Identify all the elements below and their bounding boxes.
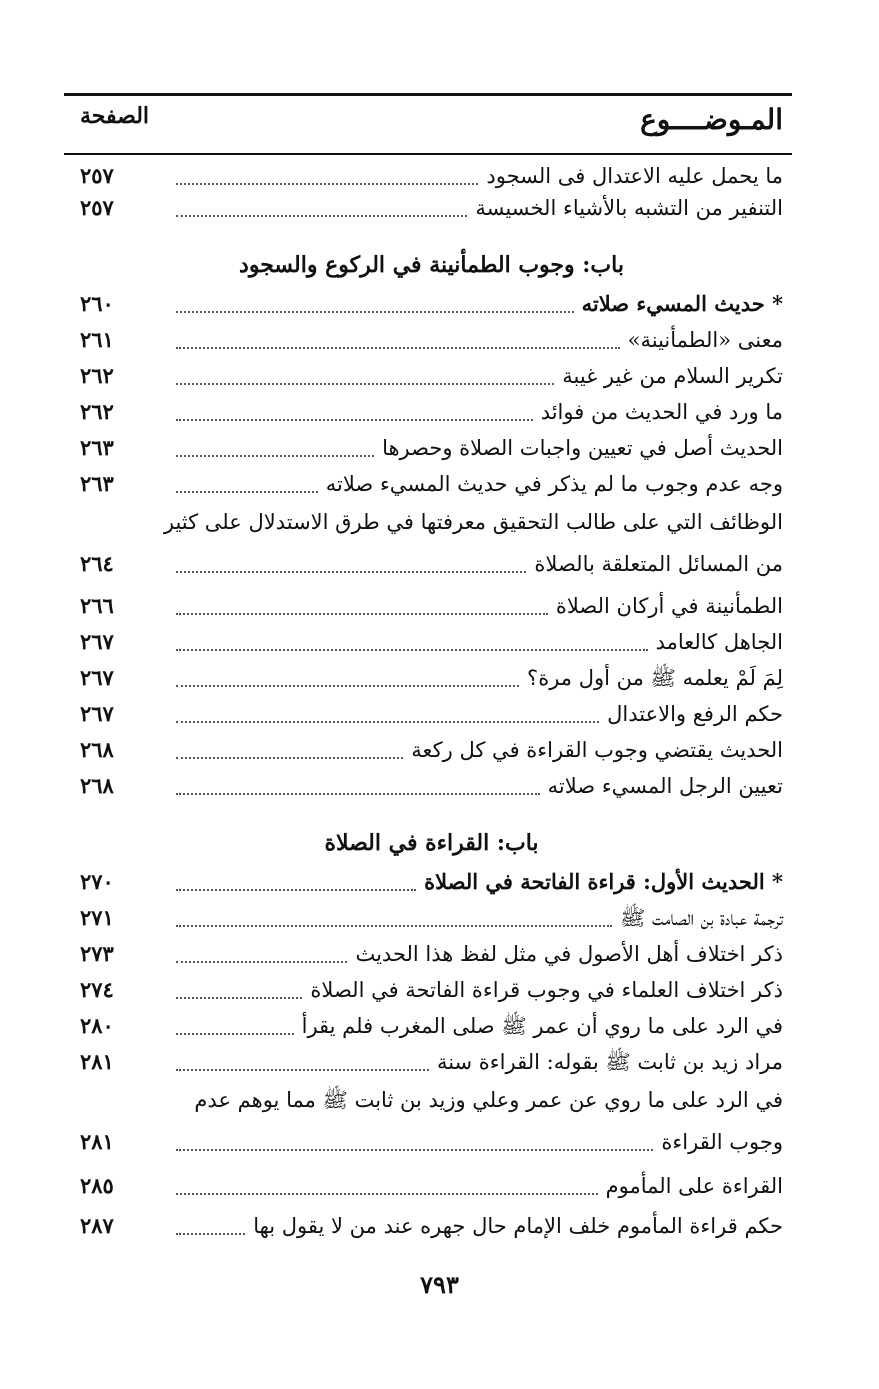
toc-page-number: ٢٦٧ bbox=[80, 665, 114, 690]
leader-dots bbox=[176, 1233, 245, 1235]
toc-page-number: ٢٥٧ bbox=[80, 195, 114, 220]
section-heading: باب: وجوب الطمأنينة في الركوع والسجود bbox=[239, 252, 624, 278]
toc-row bbox=[80, 192, 783, 226]
toc-title: حكم قراءة المأموم خلف الإمام حال جهره عند من لا يقول بها bbox=[253, 1214, 783, 1238]
toc-title: الحديث أصل في تعيين واجبات الصلاة وحصرها bbox=[382, 436, 783, 460]
toc-page-number: ٢٦٨ bbox=[80, 737, 114, 762]
page-number: ٧٩٣ bbox=[420, 1270, 459, 1299]
toc-title: * الحديث الأول: قراءة الفاتحة في الصلاة bbox=[424, 869, 783, 894]
leader-dots bbox=[176, 1069, 429, 1071]
toc-title: الحديث يقتضي وجوب القراءة في كل ركعة bbox=[411, 738, 783, 762]
toc-row bbox=[80, 1010, 783, 1044]
leader-dots bbox=[176, 961, 347, 963]
toc-title: ما ورد في الحديث من فوائد bbox=[540, 400, 783, 424]
leader-dots bbox=[176, 383, 554, 385]
toc-title-continued: في الرد على ما روي عن عمر وعلي وزيد بن ثابت ﷺ مما يوهم عدم bbox=[194, 1088, 783, 1112]
toc-page-number: ٢٦٢ bbox=[80, 363, 114, 388]
toc-row bbox=[80, 548, 783, 582]
toc-title: القراءة على المأموم bbox=[605, 1174, 783, 1198]
toc-row bbox=[80, 902, 783, 936]
toc-page-number: ٢٦٣ bbox=[80, 471, 114, 496]
leader-dots bbox=[176, 419, 533, 421]
leader-dots bbox=[176, 649, 648, 651]
leader-dots bbox=[176, 1149, 653, 1151]
toc-title: * حديث المسيء صلاته bbox=[581, 291, 783, 316]
toc-title: تعيين الرجل المسيء صلاته bbox=[547, 774, 783, 798]
toc-page-number: ٢٦١ bbox=[80, 327, 114, 352]
toc-page-number: ٢٦٤ bbox=[80, 551, 114, 576]
toc-page-number: ٢٨٧ bbox=[80, 1213, 114, 1238]
toc-title: لِمَ لَمْ يعلمه ﷺ من أول مرة؟ bbox=[527, 666, 783, 690]
toc-row bbox=[80, 468, 783, 502]
toc-title: مراد زيد بن ثابت ﷺ بقوله: القراءة سنة bbox=[436, 1050, 783, 1074]
header-rule bbox=[64, 153, 792, 155]
toc-page-number: ٢٧١ bbox=[80, 905, 114, 930]
leader-dots bbox=[176, 311, 574, 313]
toc-row bbox=[80, 288, 783, 322]
toc-page-number: ٢٧٤ bbox=[80, 977, 114, 1002]
toc-row bbox=[80, 324, 783, 358]
header-topic: المـوضــــوع bbox=[640, 103, 783, 136]
leader-dots bbox=[176, 925, 612, 927]
leader-dots bbox=[176, 347, 620, 349]
leader-dots bbox=[176, 685, 519, 687]
leader-dots bbox=[176, 1033, 294, 1035]
toc-page-number: ٢٧٠ bbox=[80, 869, 114, 894]
toc-row bbox=[80, 626, 783, 660]
toc-title: وجوب القراءة bbox=[661, 1130, 783, 1154]
toc-row bbox=[80, 662, 783, 696]
toc-title: الطمأنينة في أركان الصلاة bbox=[555, 594, 783, 618]
toc-row bbox=[80, 770, 783, 804]
leader-dots bbox=[176, 793, 540, 795]
toc-title: ذكر اختلاف أهل الأصول في مثل لفظ هذا الحديث bbox=[355, 942, 783, 966]
leader-dots bbox=[176, 571, 526, 573]
toc-page-number: ٢٦٣ bbox=[80, 435, 114, 460]
toc-title: من المسائل المتعلقة بالصلاة bbox=[534, 552, 783, 576]
toc-title: في الرد على ما روي أن عمر ﷺ صلى المغرب فلم يقرأ bbox=[301, 1014, 783, 1038]
leader-dots bbox=[176, 997, 302, 999]
toc-title: ترجمة عبادة بن الصامت ﷺ bbox=[620, 906, 783, 930]
toc-title: التنفير من التشبه بالأشياء الخسيسة bbox=[475, 196, 783, 220]
toc-row bbox=[80, 432, 783, 466]
toc-page-number: ٢٦٢ bbox=[80, 399, 114, 424]
leader-dots bbox=[176, 757, 403, 759]
toc-row bbox=[80, 360, 783, 394]
toc-row bbox=[80, 1046, 783, 1080]
toc-page-number: ٢٨٠ bbox=[80, 1013, 114, 1038]
toc-page-number: ٢٨١ bbox=[80, 1049, 114, 1074]
toc-row bbox=[80, 590, 783, 624]
leader-dots bbox=[176, 491, 318, 493]
toc-page-number: ٢٦٧ bbox=[80, 701, 114, 726]
toc-page-number: ٢٧٣ bbox=[80, 941, 114, 966]
toc-title: ذكر اختلاف العلماء في وجوب قراءة الفاتحة في الصلاة bbox=[310, 978, 783, 1002]
toc-title: الجاهل كالعامد bbox=[655, 630, 783, 654]
toc-row bbox=[80, 734, 783, 768]
toc-row bbox=[80, 1126, 783, 1160]
toc-row bbox=[80, 160, 783, 194]
toc-title: حكم الرفع والاعتدال bbox=[607, 702, 783, 726]
header-page: الصفحة bbox=[80, 103, 150, 129]
toc-page-number: ٢٦٨ bbox=[80, 773, 114, 798]
toc-row bbox=[80, 698, 783, 732]
leader-dots bbox=[176, 455, 374, 457]
leader-dots bbox=[176, 889, 416, 891]
toc-title: معنى «الطمأنينة» bbox=[627, 328, 783, 352]
leader-dots bbox=[176, 1193, 598, 1195]
leader-dots bbox=[176, 215, 467, 217]
toc-page-number: ٢٦٦ bbox=[80, 593, 114, 618]
toc-row bbox=[80, 1210, 783, 1244]
leader-dots bbox=[176, 721, 599, 723]
toc-page-number: ٢٨١ bbox=[80, 1129, 114, 1154]
toc-row bbox=[80, 1170, 783, 1204]
toc-page-number: ٢٥٧ bbox=[80, 163, 114, 188]
toc-title-continued: الوظائف التي على طالب التحقيق معرفتها في طرق الاستدلال على كثير bbox=[163, 510, 783, 534]
toc-row bbox=[80, 974, 783, 1008]
toc-row bbox=[80, 938, 783, 972]
toc-page-number: ٢٦٧ bbox=[80, 629, 114, 654]
toc-title: تكرير السلام من غير غيبة bbox=[562, 364, 783, 388]
toc-row bbox=[80, 866, 783, 900]
toc-title: ما يحمل عليه الاعتدال فى السجود bbox=[486, 164, 783, 188]
toc-page-number: ٢٦٠ bbox=[80, 291, 114, 316]
leader-dots bbox=[176, 613, 548, 615]
toc-title: وجه عدم وجوب ما لم يذكر في حديث المسيء صلاته bbox=[325, 472, 783, 496]
top-rule bbox=[64, 93, 792, 96]
toc-page-number: ٢٨٥ bbox=[80, 1173, 114, 1198]
toc-row bbox=[80, 396, 783, 430]
section-heading: باب: القراءة في الصلاة bbox=[324, 830, 539, 856]
leader-dots bbox=[176, 183, 478, 185]
